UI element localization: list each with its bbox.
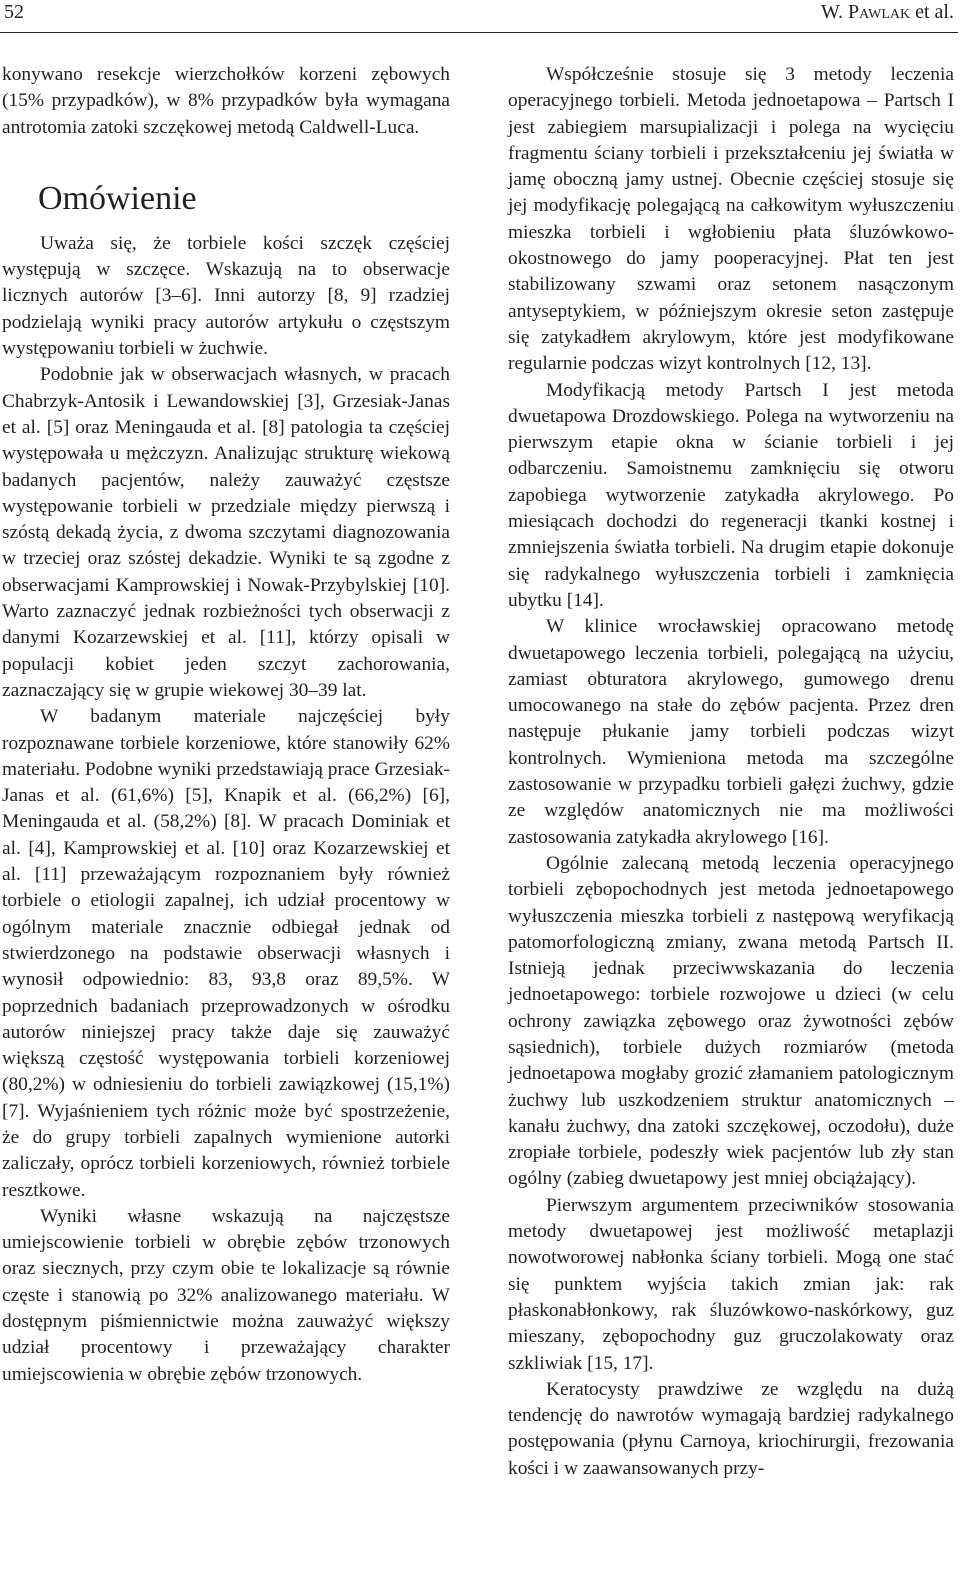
body-paragraph: Ogólnie zalecaną metodą leczenia operacyjnego torbieli zębopochodnych jest metoda jednoetapowego wyłuszczenia mieszka torbieli z następową weryfikacją patomorfologiczną zmiany, zwana metodą Partsch II. Istnieją jednak przeciwwskazania do leczenia jednoetapowego: torbiele rozwojowe u dzieci (w celu ochrony zawiązka zębowego oraz żywotności zębów sąsiednich), torbiele dużych rozmiarów (metoda jednoetapowa mogłaby grozić złamaniem patologicznym żuchwy lub uszkodzeniem struktur anatomicznych – kanału żuchwy, dna zatoki szczękowej, oczodołu), duże zropiałe torbiele, podeszły wiek pacjentów lub zły stan ogólny (zabieg dwuetapowy jest mniej obciążający). xyxy=(508,852,954,1190)
right-column xyxy=(508,62,954,1482)
intro-paragraph: konywano resekcje wierzchołków korzeni zębowych (15% przypadków), w 8% przypadków była wymagana antrotomia zatoki szczękowej metodą Caldwell-Luca. xyxy=(2,64,450,138)
body-paragraph: W klinice wrocławskiej opracowano metodę dwuetapowego leczenia torbieli, polegającą na użyciu, zamiast obturatora akrylowego, gumowego drenu umocowanego na stałe do zębów pacjenta. Przez dren następuje płukanie jamy torbieli podczas wizyt kontrolnych. Wymieniona metoda ma szczególne zastosowanie w przypadku torbieli gałęzi żuchwy, gdzie ze względów anatomicznych nie ma możliwości zastosowania zatykadła akrylowego [16]. xyxy=(508,616,954,848)
running-head-suffix: et al. xyxy=(910,1,954,23)
left-column xyxy=(2,62,450,1388)
running-header xyxy=(0,0,960,36)
body-paragraph: Uważa się, że torbiele kości szczęk częściej występują w szczęce. Wskazują na to obserwacje licznych autorów [3–6]. Inni autorzy [8, 9] rzadziej podzielają wyniki pracy autorów artykułu o częstszym występowaniu torbieli w żuchwie. xyxy=(2,232,450,360)
body-paragraph: Współcześnie stosuje się 3 metody leczenia operacyjnego torbieli. Metoda jednoetapowa – Partsch I jest zabiegiem marsupializacji i polega na wycięciu fragmentu ściany torbieli i przekształceniu jej światła w jamę oboczną jamy ustnej. Obecnie częściej stosuje się jej modyfikację polegającą na całkowitym wyłuszczeniu mieszka torbieli i wgłobieniu płata śluzówkowo-okostnowego do jamy pooperacyjnej. Płat ten jest stabilizowany szwami oraz setonem nasączonym antyseptykiem, w późniejszym okresie seton zastępuje się zatykadłem akrylowym, które jest modyfikowane regularnie podczas wizyt kontrolnych [12, 13]. xyxy=(508,64,954,375)
section-heading: Omówienie xyxy=(38,179,197,217)
running-head-author: W. Pawlak xyxy=(820,1,911,23)
body-paragraph: Podobnie jak w obserwacjach własnych, w pracach Chabrzyk-Antosik i Lewandowskiej [3], Grzesiak-Janas et al. [5] oraz Meningauda et al. [8] patologia ta częściej występowała u mężczyzn. Analizując strukturę wiekową badanych pacjentów, należy zauważyć częstsze występowanie torbieli w przedziale między pierwszą i szóstą dekadą życia, z dwoma szczytami diagnozowania w trzeciej oraz szóstej dekadzie. Wyniki te są zgodne z obserwacjami Kamprowskiej i Nowak-Przybylskiej [10]. Warto zaznaczyć jednak rozbieżności tych obserwacji z danymi Kozarzewskiej et al. [11], którzy opisali w populacji kobiet jeden szczyt zachorowania, zaznaczający się w grupie wiekowej 30–39 lat. xyxy=(2,364,450,701)
body-paragraph: Wyniki własne wskazują na najczęstsze umiejscowienie torbieli w obrębie zębów trzonowych oraz siecznych, przy czym obie te lokalizacje są równie częste i stanowią po 32% analizowanego materiału. W dostępnym piśmiennictwie można zauważyć większy udział procentowy i przeważający charakter umiejscowienia w obrębie zębów trzonowych. xyxy=(2,1205,450,1385)
body-paragraph: Pierwszym argumentem przeciwników stosowania metody dwuetapowej jest możliwość metaplazji nowotworowej nabłonka ściany torbieli. Mogą one stać się punktem wyjścia takich zmian jak: rak płaskonabłonkowy, rak śluzówkowo-naskórkowy, guz mieszany, zębopochodny guz gruczolakowaty oraz szkliwiak [15, 17]. xyxy=(508,1194,954,1374)
running-head xyxy=(821,0,954,24)
body-paragraph: Modyfikacją metody Partsch I jest metoda dwuetapowa Drozdowskiego. Polega na wytworzeniu na pierwszym etapie okna w ścianie torbieli i jej odbarczeniu. Samoistnemu zamknięciu się otworu zapobiega wytworzenie zatykadła akrylowego. Po miesiącach dochodzi do regeneracji tkanki kostnej i zmniejszenia światła torbieli. Na drugim etapie dokonuje się radykalnego wyłuszczenia torbieli i zamknięcia ubytku [14]. xyxy=(508,379,954,611)
body-paragraph: W badanym materiale najczęściej były rozpoznawane torbiele korzeniowe, które stanowiły 62% materiału. Podobne wyniki przedstawiają prace Grzesiak-Janas et al. (61,6%) [5], Knapik et al. (66,2%) [6], Meningauda et al. (58,2%) [8]. W pracach Dominiak et al. [4], Kamprowskiej et al. [10] oraz Kozarzewskiej et al. [11] przeważającym rozpoznaniem były również torbiele o etiologii zapalnej, ich udział procentowy w ogólnym materiale znacznie odbiegał jednak od stwierdzonego na podstawie obserwacji własnych i wynosił odpowiednio: 83, 93,8 oraz 89,5%. W poprzednich badaniach przeprowadzonych w ośrodku autorów niniejszej pracy także daje się zauważyć większą częstość występowania torbieli korzeniowej (80,2%) w odniesieniu do torbieli zawiązkowej (15,1%) [7]. Wyjaśnieniem tych różnic może być spostrzeżenie, że do grupy torbieli zapalnych wymienione autorki zaliczały, oprócz torbieli korzeniowych, również torbiele resztkowe. xyxy=(2,706,450,1201)
header-rule xyxy=(0,32,958,33)
page-number: 52 xyxy=(4,1,24,23)
body-paragraph: Keratocysty prawdziwe ze względu na dużą tendencję do nawrotów wymagają bardziej radykalnego postępowania (płynu Carnoya, kriochirurgii, frezowania kości i w zaawansowanych przy- xyxy=(508,1378,954,1479)
